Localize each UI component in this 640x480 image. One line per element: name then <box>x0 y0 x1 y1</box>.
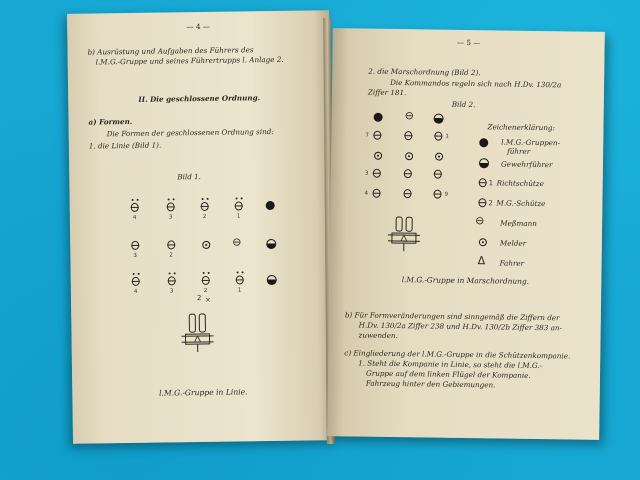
position-number: 7 <box>365 132 369 139</box>
legend-label-gruppenfuehrer: l.M.G.-Gruppen- <box>501 137 561 148</box>
kommandos-line2: Ziffer 181. <box>367 87 407 98</box>
position-number: 2 <box>169 252 173 259</box>
mg-schuetze-symbol <box>131 203 139 212</box>
gewehrfuehrer-symbol <box>266 239 276 249</box>
mg-schuetze-symbol <box>202 276 210 285</box>
page-number-left: — 4 — <box>186 21 211 32</box>
mg-schuetze-symbol <box>235 201 243 210</box>
fahrer-triangle-symbol: Δ <box>477 254 486 268</box>
soldier-mark-dots <box>202 198 209 200</box>
mg-schuetze-symbol <box>131 241 139 250</box>
melder-symbol <box>435 153 443 161</box>
gewehrfuehrer-symbol <box>267 275 277 285</box>
mg-schuetze-symbol <box>201 202 209 211</box>
soldier-mark-dots <box>203 272 210 274</box>
legend-title: Zeichenerklärung: <box>487 122 555 133</box>
richtschuetze-symbol <box>373 131 381 140</box>
gruppenfuehrer-symbol <box>479 138 488 147</box>
para-c-line4: Fahrzeug hinter den Gebiemungen. <box>365 378 496 390</box>
messmann-symbol: ⊖ <box>404 109 414 123</box>
position-number: 1 <box>237 287 242 294</box>
mg-schuetze-symbol <box>167 240 175 249</box>
legend-label-gewehrfuehrer: Gewehrführer <box>500 159 553 170</box>
item-b-line1: b) Ausrüstung und Aufgaben des Führers des <box>87 45 254 57</box>
position-number: 1 <box>236 213 241 220</box>
linie-item: 1. die Linie (Bild 1). <box>88 140 162 151</box>
soldier-mark-dots <box>132 199 139 201</box>
gewehrfuehrer-symbol <box>479 158 489 168</box>
item-b-line2: l.M.G.-Gruppe und seines Führertrupps l. Anlage 2. <box>95 54 284 67</box>
position-number: 4 <box>132 214 137 221</box>
legend-label-mg-schuetze: M.G.-Schütze <box>496 198 546 209</box>
bild-2-label: Bild 2. <box>451 99 476 110</box>
gewehrfuehrer-symbol <box>434 114 444 124</box>
mg-schuetze-symbol <box>236 275 244 284</box>
richtschuetze-symbol <box>479 178 487 187</box>
legend-label-richtschuetze: Richtschütze <box>496 178 544 189</box>
position-number: 3 <box>168 214 173 221</box>
melder-symbol <box>479 238 487 246</box>
position-number: 4 <box>133 288 138 295</box>
messmann-symbol: ⊖ <box>475 214 485 228</box>
mg-schuetze-symbol <box>167 202 175 211</box>
para-b-line3: zuwenden. <box>358 330 398 341</box>
position-number: 4 <box>364 190 369 197</box>
cross-mark: × <box>204 295 211 304</box>
left-page <box>67 10 335 444</box>
lmg-vehicle-icon <box>181 312 214 358</box>
section-title: II. Die geschlossene Ordnung. <box>138 93 261 104</box>
page-number-right: — 5 — <box>456 37 481 48</box>
soldier-mark-dots <box>133 273 140 275</box>
legend-label-fahrer: Fahrer <box>499 258 525 268</box>
melder-symbol <box>374 152 382 160</box>
position-number: 3 <box>364 170 369 177</box>
soldier-mark-dots <box>169 272 176 274</box>
mg-schuetze-symbol <box>168 276 176 285</box>
gruppenfuehrer-symbol <box>266 201 275 210</box>
position-number: 9 <box>444 191 449 198</box>
mg-schuetze-symbol <box>373 169 381 178</box>
bild-2-caption: l.M.G.-Gruppe in Marschordnung. <box>401 275 530 286</box>
right-page <box>327 28 605 440</box>
marschordnung-item: 2. die Marschordnung (Bild 2). <box>368 66 481 78</box>
richtschuetze-mark: 2 <box>196 294 202 303</box>
melder-symbol <box>202 241 210 249</box>
melder-symbol <box>405 152 413 160</box>
bild-1-caption: l.M.G.-Gruppe in Linie. <box>159 387 248 398</box>
position-number: 2 <box>203 287 208 294</box>
formen-intro: Die Formen der geschlossenen Ordnung sind: <box>106 126 274 139</box>
legend-label-gruppenfuehrer-2: führer <box>507 146 531 156</box>
messmann-symbol: ⊖ <box>232 235 242 249</box>
para-c-line2: 1. Steht die Kompanie in Linie, so steht die l.M.G.- <box>358 358 543 371</box>
soldier-mark-dots <box>168 198 175 200</box>
position-number: 3 <box>133 252 137 259</box>
mg-schuetze-symbol <box>478 198 486 207</box>
mg-schuetze-symbol <box>404 169 412 178</box>
mg-schuetze-symbol <box>403 189 411 198</box>
position-number: 2 <box>202 213 207 220</box>
para-c-line3: Gruppe auf dem linken Flügel der Kompanie. <box>365 368 531 380</box>
para-b-line1: b) Für Formveränderungen sind sinngemäß die Ziffern der <box>344 310 560 323</box>
legend-label-messmann: Meßmann <box>500 218 537 228</box>
position-number: 1 <box>445 133 449 140</box>
para-c-line1: c) Eingliederung der l.M.G.-Gruppe in die Schützenkompanie. <box>344 348 571 361</box>
bild-1-label: Bild 1. <box>177 171 201 182</box>
mg-schuetze-symbol <box>372 189 380 198</box>
legend-prefix-number: 1 <box>488 179 494 188</box>
legend-prefix-number: 2 <box>488 199 493 208</box>
item-a-formen: a) Formen. <box>88 116 133 127</box>
soldier-mark-dots <box>237 271 244 273</box>
mg-schuetze-symbol <box>132 277 140 286</box>
soldier-mark-dots <box>236 197 243 199</box>
kommandos-line1: Die Kommandos regeln sich nach H.Dv. 130/2a <box>390 77 562 90</box>
mg-schuetze-symbol <box>404 131 412 140</box>
gruppenfuehrer-symbol <box>374 113 383 122</box>
mg-schuetze-symbol <box>433 190 441 199</box>
mg-schuetze-symbol <box>434 170 442 179</box>
lmg-vehicle-icon <box>388 207 421 253</box>
position-number: 3 <box>169 288 174 295</box>
para-b-line2: H.Dv. 130/2a Ziffer 238 und H.Dv. 130/2b Ziffer 383 an- <box>358 320 563 333</box>
legend-label-melder: Melder <box>499 238 527 248</box>
mg-schuetze-symbol <box>434 132 442 141</box>
